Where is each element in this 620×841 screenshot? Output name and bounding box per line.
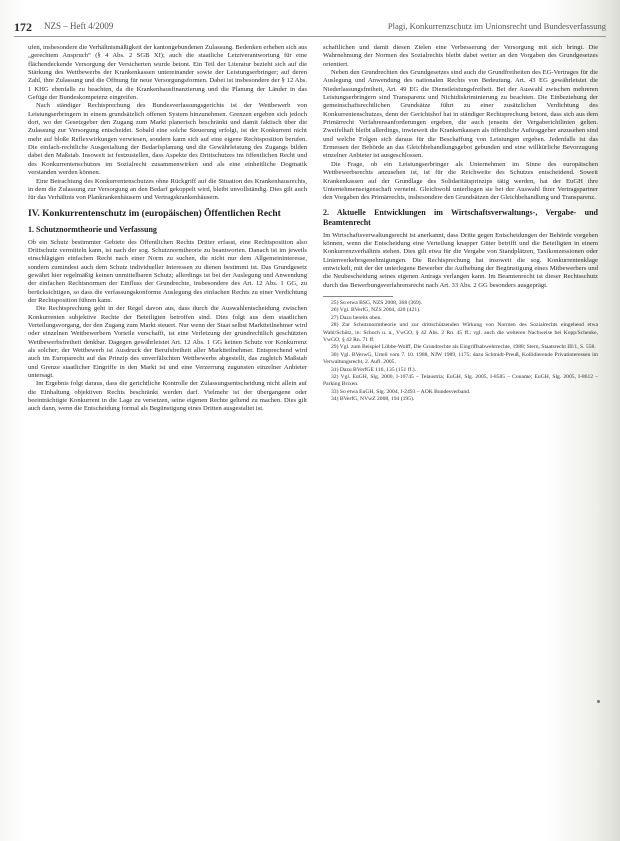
paragraph: ufen, insbesondere die Verhältnismäßigkeit der kantongebundenen Zulassung. Bedenken erheben sich aus „gerechtem Anspruch“ (§ 4 Abs. 2 SGB XI); auch die staatliche Letztverantwortung für eine flächendeckende Versorgung der Versicherten wurde betont. Ein Teil der Literatur bezieht sich auf die Stärkung des Wettbewerbs der Krankenkassen untereinander sowie der Leistungserbringer; auf deren Zahl, ihre Zulassung und die Öffnung für neue Versorgungsformen. Dabei ist insbesondere der § 12 Abs. 1 KHG ebenfalls zu beachten, da die Krankenhausfinanzierung und die Planung der Länder in das Gefüge der Bundeskompetenz eingreifen. bbox=[28, 44, 307, 102]
footnote: 26) Vgl. BVerfG, NZS 2004, 420 (421). bbox=[331, 307, 421, 314]
paragraph: Ob ein Schutz bestimmter Gebiete des Öffentlichen Rechts Dritter erfasst, eine Rechtsposition also Drittschutz vermitteln kann, ist nach der sog. Schutznormtheorie zu beantworten. Danach ist im jeweils einschlägigen einfachen Recht nach einer Norm zu suchen, die nicht nur dem Allgemeininteresse, sondern zumindest auch dem Schutz individueller Interessen zu dienen bestimmt ist. Das Grundgesetz gewährt hier regelmäßig keinen unmittelbaren Schutz; allerdings ist bei der Auslegung und Anwendung der einfachen Rechtsnormen der Einfluss der Grundrechte, insbesondere des Art. 12 Abs. 1 GG, zu berücksichtigen, so dass die verfassungskonforme Auslegung des einfachen Rechts zu einer Verdichtung der Rechtsposition führen kann. bbox=[28, 238, 307, 304]
paragraph: Die Rechtsprechung geht in der Regel davon aus, dass durch die Auswahlentscheidung zwischen Konkurrenten subjektive Rechte der Beteiligten betroffen sind. Dies folgt aus dem staatlichen Verteilungsvorgang, der den Zugang zum Markt steuert. Nur wenn der Staat selbst Marktteilnehmer wird oder einzelnen Wettbewerbern Vorteile verschafft, ist eine Verletzung der grundrechtlich geschützten Wettbewerbsfreiheit denkbar. Dagegen gewährleistet Art. 12 Abs. 1 GG keinen Schutz vor Konkurrenz als solcher; der Wettbewerb ist Ausdruck der Berufsfreiheit aller Marktteilnehmer. Entsprechend wird auch im Europarecht auf das Prinzip des unverfälschten Wettbewerbs abgestellt, das zugleich Maßstab und Grenze staatlicher Eingriffe in den Markt ist und eine Verzerrung zugunsten einzelner Anbieter untersagt. bbox=[28, 305, 307, 380]
paragraph: Die Frage, ob ein Leistungserbringer als Unternehmen im Sinne des europäischen Wettbewerbsrechts anzusehen ist, ist für die Reichweite des Schutzes entscheidend. Soweit Krankenkassen auf der Grundlage des Solidaritätsprinzips tätig werden, hat der EuGH ihre Unternehmenseigenschaft verneint. Gleichwohl unterliegen sie bei der Auswahl ihrer Vertragspartner den Vorgaben des Primärrechts, insbesondere den Grundsätzen der Gleichbehandlung und Transparenz. bbox=[323, 160, 598, 202]
footnote: 27) Dazu bereits oben. bbox=[331, 314, 382, 321]
journal-name: NZS – Heft 4/2009 bbox=[44, 21, 114, 31]
footnote: 34) BVerfG, NVwZ 2008, 194 (195). bbox=[331, 396, 415, 403]
page-header bbox=[14, 20, 606, 37]
running-head: Plagi, Konkurrenzschutz im Unionsrecht und Bundesverfassung bbox=[387, 21, 606, 31]
footnote: 32) Vgl. EuGH, Slg. 2000, I-10745 – Telaustria; EuGH, Slg. 2005, I-8585 – Coname; EuGH, Slg. 2005, I-8612 – Parking Brixen. bbox=[323, 374, 598, 388]
paragraph: Eine Betrachtung des Konkurrentenschutzes ohne Rückgriff auf die Situation des Krankenhausrechts, in dem die Zulassung zur Versorgung an den Bedarf gekoppelt wird, bleibt unvollständig. Dies gilt auch für das Verhältnis von Plankrankenhäusern und Vertragskrankenhäusern. bbox=[28, 177, 307, 202]
footnote: 25) So etwa BSG, NZS 2008, 368 (369). bbox=[331, 299, 423, 306]
paragraph: Neben den Grundrechten des Grundgesetzes sind auch die Grundfreiheiten des EG-Vertrages für die Auslegung und Anwendung des nationalen Rechts von Bedeutung. Art. 43 EG gewährleistet die Niederlassungsfreiheit, Art. 49 EG die Dienstleistungsfreiheit. Bei der Auswahl zwischen mehreren Leistungserbringern sind Transparenz und Nichtdiskriminierung zu beachten. Die Einbeziehung der gemeinschaftsrechtlichen Grundsätze führt zu einer zusätzlichen Verdichtung des Konkurrentenschutzes, denn der Gerichtshof hat in ständiger Rechtsprechung betont, dass sich aus dem Primärrecht Verfahrensanforderungen ergeben, die auch jenseits der Vergaberichtlinien gelten. Zweifelhaft bleibt allerdings, inwieweit die Krankenkassen als öffentliche Auftraggeber anzusehen sind und welche Folgen sich daraus für die Beschaffung von Leistungen ergeben. Jedenfalls ist das Ermessen der Behörde an das Gleichbehandlungsgebot gebunden und eine willkürliche Bevorzugung einzelner Anbieter ist ausgeschlossen. bbox=[323, 69, 598, 160]
section-heading: IV. Konkurrentenschutz im (europäischen) Öffentlichen Recht bbox=[28, 208, 281, 219]
footnote-rule bbox=[323, 296, 393, 297]
paragraph: schaftlichen und damit diesen Zielen eine Verbesserung der Versorgung mit sich bringt. Die Wahrnehmung der Normen des Sozialrechts bleibt dabei weiter an den Vorgaben des Grundgesetzes orientiert. bbox=[323, 44, 598, 68]
paragraph: Nach ständiger Rechtsprechung des Bundesverfassungsgerichts ist der Wettbewerb von Leistungserbringern in einem grundsätzlich offenen System hinzunehmen. Grenzen ergeben sich jedoch dort, wo der Gesetzgeber den Zugang zum Markt planerisch beschränkt und damit faktisch über die Zulassung zur Versorgung entscheidet. Sobald eine solche Steuerung erfolgt, ist der Konkurrent nicht mehr auf bloße Reflexwirkungen verwiesen, sondern kann sich auf eine eigene Rechtsposition berufen. Die einfach-rechtliche Ausgestaltung der Bedarfsplanung und die Gewährleistung des Zugangs bilden dabei den Maßstab. Insoweit ist festzustellen, dass Aspekte des Drittschutzes im öffentlichen Recht und des Konkurrentenschutzes im Sozialrecht zusammenwirken und als eine einheitliche Dogmatik verstanden werden können. bbox=[28, 102, 307, 177]
paragraph: Im Ergebnis folgt daraus, dass die gerichtliche Kontrolle der Zulassungsentscheidung nicht allein auf die Einhaltung objektiven Rechts beschränkt werden darf. Vielmehr ist der übergangene oder beeinträchtigte Konkurrent in die Lage zu versetzen, seine eigenen Rechte geltend zu machen. Dies gilt auch dann, wenn die Entscheidung formal als Begünstigung eines Dritten ausgestaltet ist. bbox=[28, 380, 307, 413]
left-column bbox=[28, 44, 307, 414]
footnote: 33) So etwa EuGH, Slg. 2004, I-2493 – AOK Bundesverband. bbox=[331, 388, 471, 395]
footnotes bbox=[323, 300, 598, 404]
subsection-heading: 2. Aktuelle Entwicklungen im Wirtschaftsverwaltungs-, Vergabe- und Beamtenrecht bbox=[323, 207, 598, 227]
right-column bbox=[323, 44, 598, 404]
subsection-heading: 1. Schutznormtheorie und Verfassung bbox=[28, 224, 157, 234]
footnote: 30) Vgl. BVerwG, Urteil vom 7. 10. 1988, NJW 1989, 1175; dazu Schmidt-Preuß, Kollidierende Privatinteressen im Verwaltungsrecht, 2. Aufl. 2005. bbox=[323, 351, 598, 366]
footnote: 31) Dazu BVerfGE 116, 135 (151 ff.). bbox=[331, 366, 416, 373]
footnote: 29) Vgl. zum Beispiel Lübbe-Wolff, Die Grundrechte als Eingriffsabwehrrechte, 1988; Stern, Staatsrecht III/1, S. 558. bbox=[331, 344, 596, 351]
paragraph: Im Wirtschaftsverwaltungsrecht ist anerkannt, dass Dritte gegen Entscheidungen der Behörde vorgehen können, wenn die Entscheidung eine Verteilung knapper Güter betrifft und die Beteiligten in einem Konkurrenzverhältnis stehen. Dies gilt etwa für die Vergabe von Standplätzen, Taxikonzessionen oder Linienverkehrsgenehmigungen. Die Rechtsprechung hat insoweit die sog. Konkurrentenklage entwickelt, mit der der unterlegene Bewerber die Aufhebung der Begünstigung eines Mitbewerbers und die Neubescheidung seines eigenen Antrags verlangen kann. Im Beamtenrecht ist dieser Rechtsschutz durch das Bewerbungsverfahrensrecht nach Art. 33 Abs. 2 GG besonders ausgeprägt. bbox=[323, 231, 598, 289]
margin-dot bbox=[597, 700, 600, 703]
footnote: 28) Zur Schutznormtheorie und zur drittschützenden Wirkung von Normen des Sozialrechts eingehend etwa Wahl/Schütz, in: Schoch u. a., VwGO, § 42 Abs. 2 Rn. 45 ff.; vgl. auch die weiteren Nachweise bei Kopp/Schenke, VwGO, § 42 Rn. 71 ff. bbox=[323, 322, 598, 343]
page-number: 172 bbox=[14, 20, 32, 34]
